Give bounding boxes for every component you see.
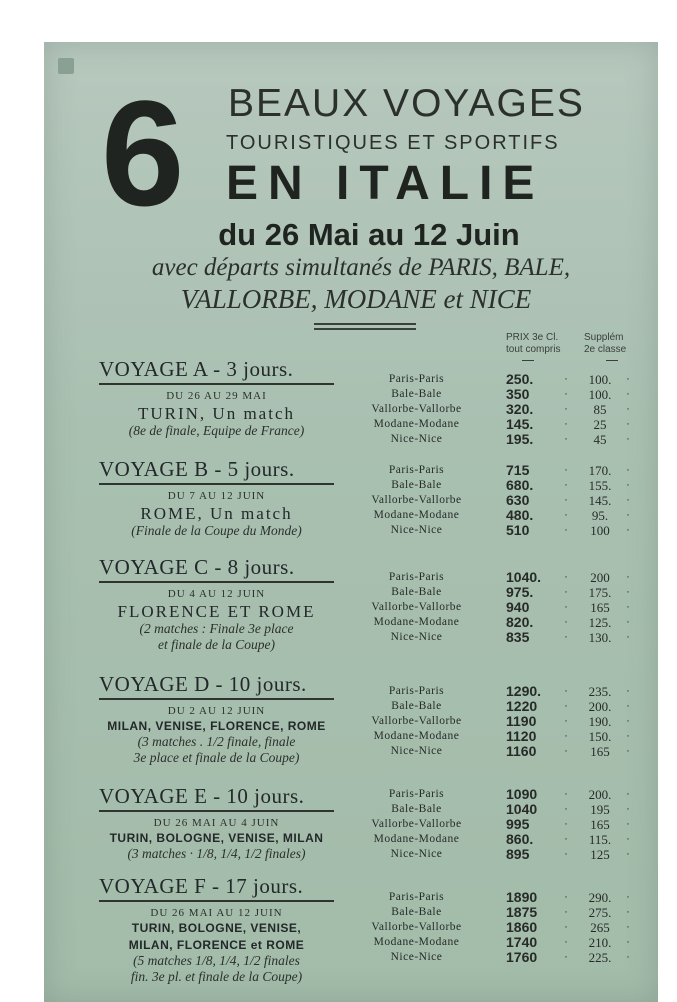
separator-dots [562,787,570,862]
route-name: Vallorbe-Vallorbe [371,494,462,506]
price-value: 1290. [506,683,542,699]
price-value: 940 [506,599,530,615]
voyage-destinations: ROME, Un match [140,504,293,523]
route-name: Bale-Bale [391,906,442,918]
voyage-dates: DU 26 MAI AU 12 JUIN [150,907,283,919]
supplement-value: 265 [590,920,610,935]
supplement-list [580,372,620,447]
dot-mark: · [626,818,630,830]
trailing-dots [624,570,632,645]
price-list [506,372,556,447]
route-name: Bale-Bale [391,388,442,400]
supplement-header-rule [606,360,618,361]
voyage-dates: DU 26 AU 29 MAI [166,390,267,402]
dot-mark: · [564,586,568,598]
price-value: 1120 [506,728,537,744]
dot-mark: · [626,418,630,430]
supplement-list [580,787,620,862]
route-name: Paris-Paris [388,685,445,697]
dot-mark: · [626,494,630,506]
supplement-header-line1: Supplém [584,332,624,343]
voyage-title: VOYAGE A - 3 jours. [99,357,334,385]
price-value: 895 [506,846,530,862]
dot-mark: · [564,715,568,727]
dot-mark: · [626,464,630,476]
dot-mark: · [564,494,568,506]
voyage-title: VOYAGE C - 8 jours. [99,555,334,583]
price-value: 1890 [506,889,538,905]
price-value: 630 [506,492,530,508]
dot-mark: · [564,403,568,415]
voyage-destinations: FLORENCE ET ROME [117,602,316,621]
supplement-value: 200 [590,570,610,585]
dot-mark: · [626,403,630,415]
dot-mark: · [564,745,568,757]
price-list [506,570,556,645]
route-name: Paris-Paris [388,571,445,583]
dot-mark: · [626,388,630,400]
dot-mark: · [564,616,568,628]
price-header-rule [522,360,534,361]
dot-mark: · [626,586,630,598]
voyage-matches-note: (3 matches · 1/8, 1/4, 1/2 finales) [127,846,306,861]
supplement-value: 45 [593,432,607,447]
departures-line2: VALLORBE, MODANE et NICE [180,284,532,314]
dot-mark: · [564,906,568,918]
dot-mark: · [564,891,568,903]
route-name: Vallorbe-Vallorbe [371,921,462,933]
route-name: Bale-Bale [391,700,442,712]
dot-mark: · [564,433,568,445]
route-name: Nice-Nice [390,951,443,963]
voyage-dates: DU 4 AU 12 JUIN [167,588,266,600]
voyage-matches-note: (2 matches : Finale 3e place [139,621,294,636]
voyage-matches-note: et finale de la Coupe) [158,637,275,652]
route-list [339,684,494,759]
supplement-value: 100. [588,387,612,402]
supplement-value: 200. [588,787,612,802]
route-list [339,787,494,862]
dot-mark: · [626,891,630,903]
dot-mark: · [626,601,630,613]
supplement-list [580,570,620,645]
dot-mark: · [564,848,568,860]
supplement-value: 165 [590,600,610,615]
dot-mark: · [564,951,568,963]
trailing-dots [624,890,632,965]
dot-mark: · [564,700,568,712]
dot-mark: · [564,509,568,521]
price-list [506,890,556,965]
separator-dots [562,372,570,447]
supplement-value: 200. [588,699,612,714]
dot-mark: · [564,685,568,697]
supplement-value: 235. [588,684,612,699]
price-value: 1740 [506,934,538,950]
supplement-value: 25 [593,417,607,432]
voyage-matches-note: 3e place et finale de la Coupe) [133,750,300,765]
dot-mark: · [564,788,568,800]
dot-mark: · [626,788,630,800]
route-name: Modane-Modane [373,509,460,521]
separator-dots [562,463,570,538]
dot-mark: · [626,571,630,583]
route-name: Nice-Nice [390,745,443,757]
supplement-value: 155. [588,478,612,493]
departures-line1: avec départs simultanés de PARIS, BALE, [151,254,571,281]
voyage-destinations: TURIN, Un match [137,404,295,423]
trailing-dots [624,684,632,759]
route-name: Vallorbe-Vallorbe [371,715,462,727]
route-list [339,570,494,645]
voyage-title: VOYAGE B - 5 jours. [99,457,334,485]
supplement-value: 115. [588,832,612,847]
route-name: Modane-Modane [373,936,460,948]
voyage-block [99,874,334,985]
supplement-value: 225. [588,950,612,965]
voyage-destinations: MILAN, VENISE, FLORENCE, ROME [107,719,326,733]
dot-mark: · [564,373,568,385]
voyage-title: VOYAGE F - 17 jours. [99,874,334,902]
separator-dots [562,890,570,965]
price-list [506,684,556,759]
voyage-title: VOYAGE E - 10 jours. [99,784,334,812]
trailing-dots [624,463,632,538]
voyage-dates: DU 26 MAI AU 4 JUIN [153,817,280,829]
price-value: 480. [506,507,534,523]
route-name: Paris-Paris [388,464,445,476]
dot-mark: · [626,373,630,385]
supplement-header-line2: 2e classe [584,344,627,355]
price-value: 1875 [506,904,538,920]
voyage-destinations: MILAN, FLORENCE et ROME [128,938,305,952]
dot-mark: · [564,921,568,933]
route-name: Modane-Modane [373,730,460,742]
price-value: 350 [506,386,530,402]
route-name: Nice-Nice [390,524,443,536]
route-name: Vallorbe-Vallorbe [371,403,462,415]
price-list [506,463,556,538]
dot-mark: · [564,833,568,845]
dot-mark: · [564,803,568,815]
dot-mark: · [626,524,630,536]
dot-mark: · [626,685,630,697]
route-name: Paris-Paris [388,373,445,385]
price-list [506,787,556,862]
supplement-value: 125 [590,847,610,862]
dot-mark: · [626,848,630,860]
dot-mark: · [564,818,568,830]
dot-mark: · [626,745,630,757]
supplement-value: 290. [588,890,612,905]
supplement-value: 210. [588,935,612,950]
supplement-value: 165 [590,817,610,832]
price-value: 1190 [506,713,537,729]
supplement-value: 175. [588,585,612,600]
supplement-list [580,890,620,965]
dot-mark: · [564,601,568,613]
voyage-destinations: TURIN, BOLOGNE, VENISE, MILAN [109,831,324,845]
dot-mark: · [564,571,568,583]
dot-mark: · [626,433,630,445]
route-name: Modane-Modane [373,616,460,628]
price-value: 195. [506,431,534,447]
voyage-block [99,457,334,539]
supplement-value: 100. [588,372,612,387]
dot-mark: · [626,921,630,933]
route-list [339,463,494,538]
supplement-value: 150. [588,729,612,744]
dot-mark: · [626,509,630,521]
price-value: 860. [506,831,534,847]
dot-mark: · [626,833,630,845]
title-line1: BEAUX VOYAGES [228,82,585,125]
route-name: Modane-Modane [373,833,460,845]
voyage-matches-note: (Finale de la Coupe du Monde) [131,523,302,538]
route-name: Paris-Paris [388,891,445,903]
dot-mark: · [564,464,568,476]
price-value: 680. [506,477,534,493]
supplement-value: 95. [591,508,609,523]
price-value: 835 [506,629,530,645]
supplement-value: 165 [590,744,610,759]
title-line2: TOURISTIQUES ET SPORTIFS [226,132,560,154]
dot-mark: · [564,388,568,400]
supplement-value: 100 [590,523,610,538]
supplement-value: 170. [588,463,612,478]
price-value: 510 [506,522,530,538]
voyage-matches-note: (3 matches . 1/2 finale, finale [137,734,296,749]
voyage-block [99,784,334,862]
voyage-matches-note: fin. 3e pl. et finale de la Coupe) [130,969,303,984]
price-value: 715 [506,462,530,478]
price-value: 250. [506,371,534,387]
trailing-dots [624,787,632,862]
supplement-value: 190. [588,714,612,729]
dot-mark: · [626,631,630,643]
price-value: 1860 [506,919,538,935]
voyage-dates: DU 2 AU 12 JUIN [167,705,266,717]
price-value: 975. [506,584,534,600]
supplement-value: 125. [588,615,612,630]
voyage-destinations: TURIN, BOLOGNE, VENISE, [131,921,302,935]
dot-mark: · [626,479,630,491]
price-value: 1760 [506,949,538,965]
supplement-value: 275. [588,905,612,920]
dot-mark: · [626,906,630,918]
dot-mark: · [626,730,630,742]
dot-mark: · [564,524,568,536]
voyage-title: VOYAGE D - 10 jours. [99,672,334,700]
big-number: 6 [101,69,181,237]
route-name: Bale-Bale [391,586,442,598]
route-name: Nice-Nice [390,631,443,643]
title-line3: EN ITALIE [226,157,545,210]
dot-mark: · [564,418,568,430]
dot-mark: · [626,616,630,628]
poster-sheet [44,42,658,1002]
route-name: Vallorbe-Vallorbe [371,601,462,613]
supplement-value: 85 [593,402,607,417]
voyage-block [99,357,334,439]
route-name: Bale-Bale [391,479,442,491]
supplement-value: 145. [588,493,612,508]
dot-mark: · [564,631,568,643]
supplement-list [580,463,620,538]
voyage-block [99,555,334,653]
trailing-dots [624,372,632,447]
voyage-block [99,672,334,766]
dot-mark: · [626,803,630,815]
route-name: Nice-Nice [390,433,443,445]
dot-mark: · [564,936,568,948]
supplement-list [580,684,620,759]
voyage-matches-note: (5 matches 1/8, 1/4, 1/2 finales [133,953,300,968]
route-name: Vallorbe-Vallorbe [371,818,462,830]
dot-mark: · [564,479,568,491]
date-range: du 26 Mai au 12 Juin [218,217,520,252]
dot-mark: · [626,700,630,712]
price-header-line1: PRIX 3e Cl. [506,332,559,343]
route-list [339,372,494,447]
voyage-matches-note: (8e de finale, Equipe de France) [128,423,305,438]
price-value: 320. [506,401,534,417]
double-rule [314,323,416,330]
voyage-dates: DU 7 AU 12 JUIN [167,490,266,502]
separator-dots [562,684,570,759]
dot-mark: · [626,715,630,727]
route-list [339,890,494,965]
price-value: 1220 [506,698,538,714]
price-header-line2: tout compris [506,344,561,355]
price-value: 1040 [506,801,538,817]
route-name: Paris-Paris [388,788,445,800]
price-value: 1160 [506,743,537,759]
price-value: 995 [506,816,530,832]
price-value: 1090 [506,786,538,802]
route-name: Modane-Modane [373,418,460,430]
tape-mark [58,58,74,74]
supplement-value: 195 [590,802,610,817]
dot-mark: · [564,730,568,742]
dot-mark: · [626,951,630,963]
separator-dots [562,570,570,645]
route-name: Nice-Nice [390,848,443,860]
dot-mark: · [626,936,630,948]
price-value: 1040. [506,569,542,585]
price-value: 145. [506,416,534,432]
route-name: Bale-Bale [391,803,442,815]
supplement-value: 130. [588,630,612,645]
price-value: 820. [506,614,534,630]
